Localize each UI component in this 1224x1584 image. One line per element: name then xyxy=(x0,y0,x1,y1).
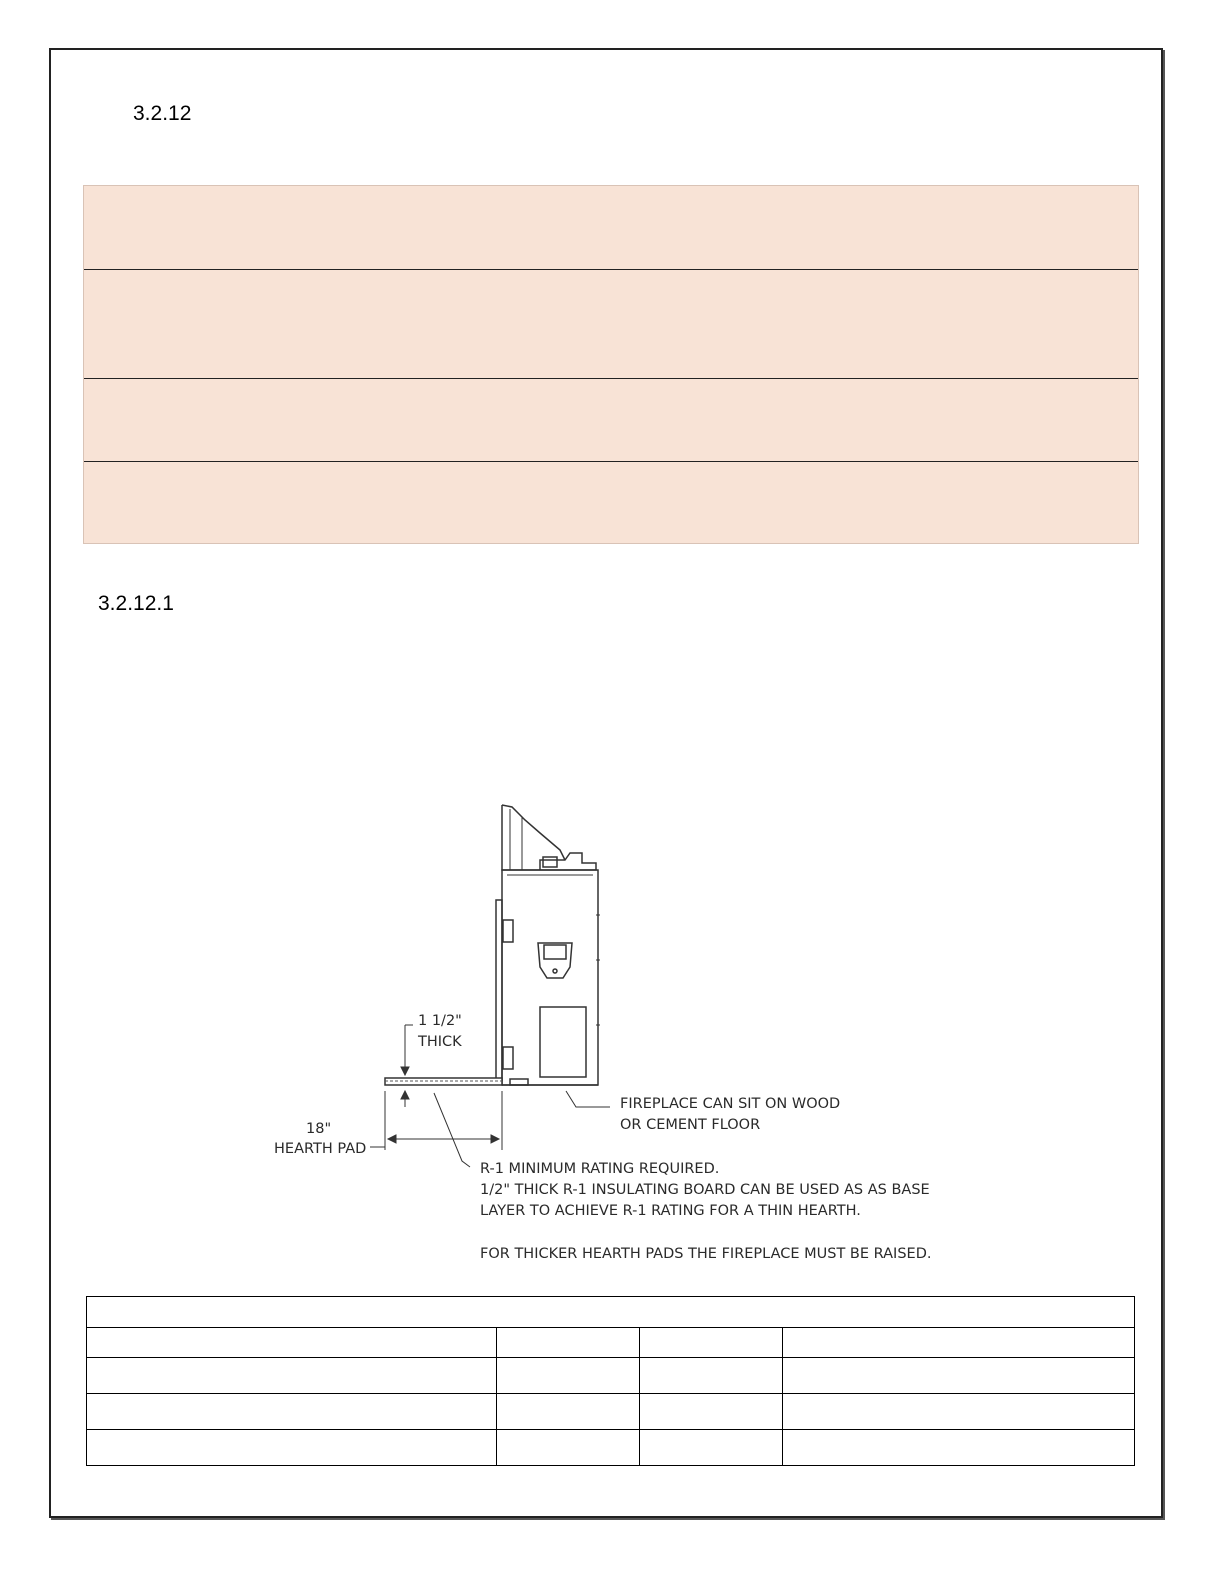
table-cell xyxy=(640,1358,783,1394)
flue-assembly xyxy=(502,805,596,870)
table-cell xyxy=(497,1328,640,1358)
table-cell xyxy=(783,1328,1135,1358)
warning-row xyxy=(84,378,1138,461)
floor-note-line2: OR CEMENT FLOOR xyxy=(620,1117,761,1133)
table-header-row xyxy=(87,1297,1135,1328)
table-cell xyxy=(87,1328,497,1358)
table-cell xyxy=(87,1394,497,1430)
table-cell xyxy=(640,1430,783,1466)
spec-table xyxy=(86,1296,1135,1466)
table-row xyxy=(87,1430,1135,1466)
table-cell xyxy=(783,1394,1135,1430)
table-cell xyxy=(640,1328,783,1358)
hearth-diagram xyxy=(260,795,960,1275)
warning-box xyxy=(83,185,1139,544)
warning-row xyxy=(84,186,1138,269)
table-cell xyxy=(87,1358,497,1394)
table-cell xyxy=(497,1394,640,1430)
thickness-value: 1 1/2" xyxy=(418,1013,462,1029)
table-row xyxy=(87,1394,1135,1430)
table-cell xyxy=(783,1358,1135,1394)
section-number: 3.2.12 xyxy=(133,102,192,125)
pad-label: HEARTH PAD xyxy=(274,1141,367,1157)
table-cell xyxy=(640,1394,783,1430)
subsection-number: 3.2.12.1 xyxy=(98,592,174,615)
pad-value: 18" xyxy=(306,1121,332,1137)
table-cell xyxy=(783,1430,1135,1466)
thickness-label: THICK xyxy=(418,1034,462,1050)
warning-row xyxy=(84,269,1138,378)
floor-note-line1: FIREPLACE CAN SIT ON WOOD xyxy=(620,1096,841,1112)
table-cell xyxy=(87,1430,497,1466)
rating-note-line4: FOR THICKER HEARTH PADS THE FIREPLACE MUST BE RAISED. xyxy=(480,1246,932,1262)
access-panel xyxy=(540,1007,586,1077)
rating-note-line1: R-1 MINIMUM RATING REQUIRED. xyxy=(480,1161,720,1177)
table-row xyxy=(87,1358,1135,1394)
table-row xyxy=(87,1328,1135,1358)
rating-note-line3: LAYER TO ACHIEVE R-1 RATING FOR A THIN HEARTH. xyxy=(480,1203,861,1219)
table-cell xyxy=(497,1358,640,1394)
table-header-cell xyxy=(87,1297,1135,1328)
flue-slope xyxy=(502,805,565,860)
rating-note-line2: 1/2" THICK R-1 INSULATING BOARD CAN BE USED AS AS BASE xyxy=(480,1182,930,1198)
table-cell xyxy=(497,1430,640,1466)
warning-row xyxy=(84,461,1138,544)
